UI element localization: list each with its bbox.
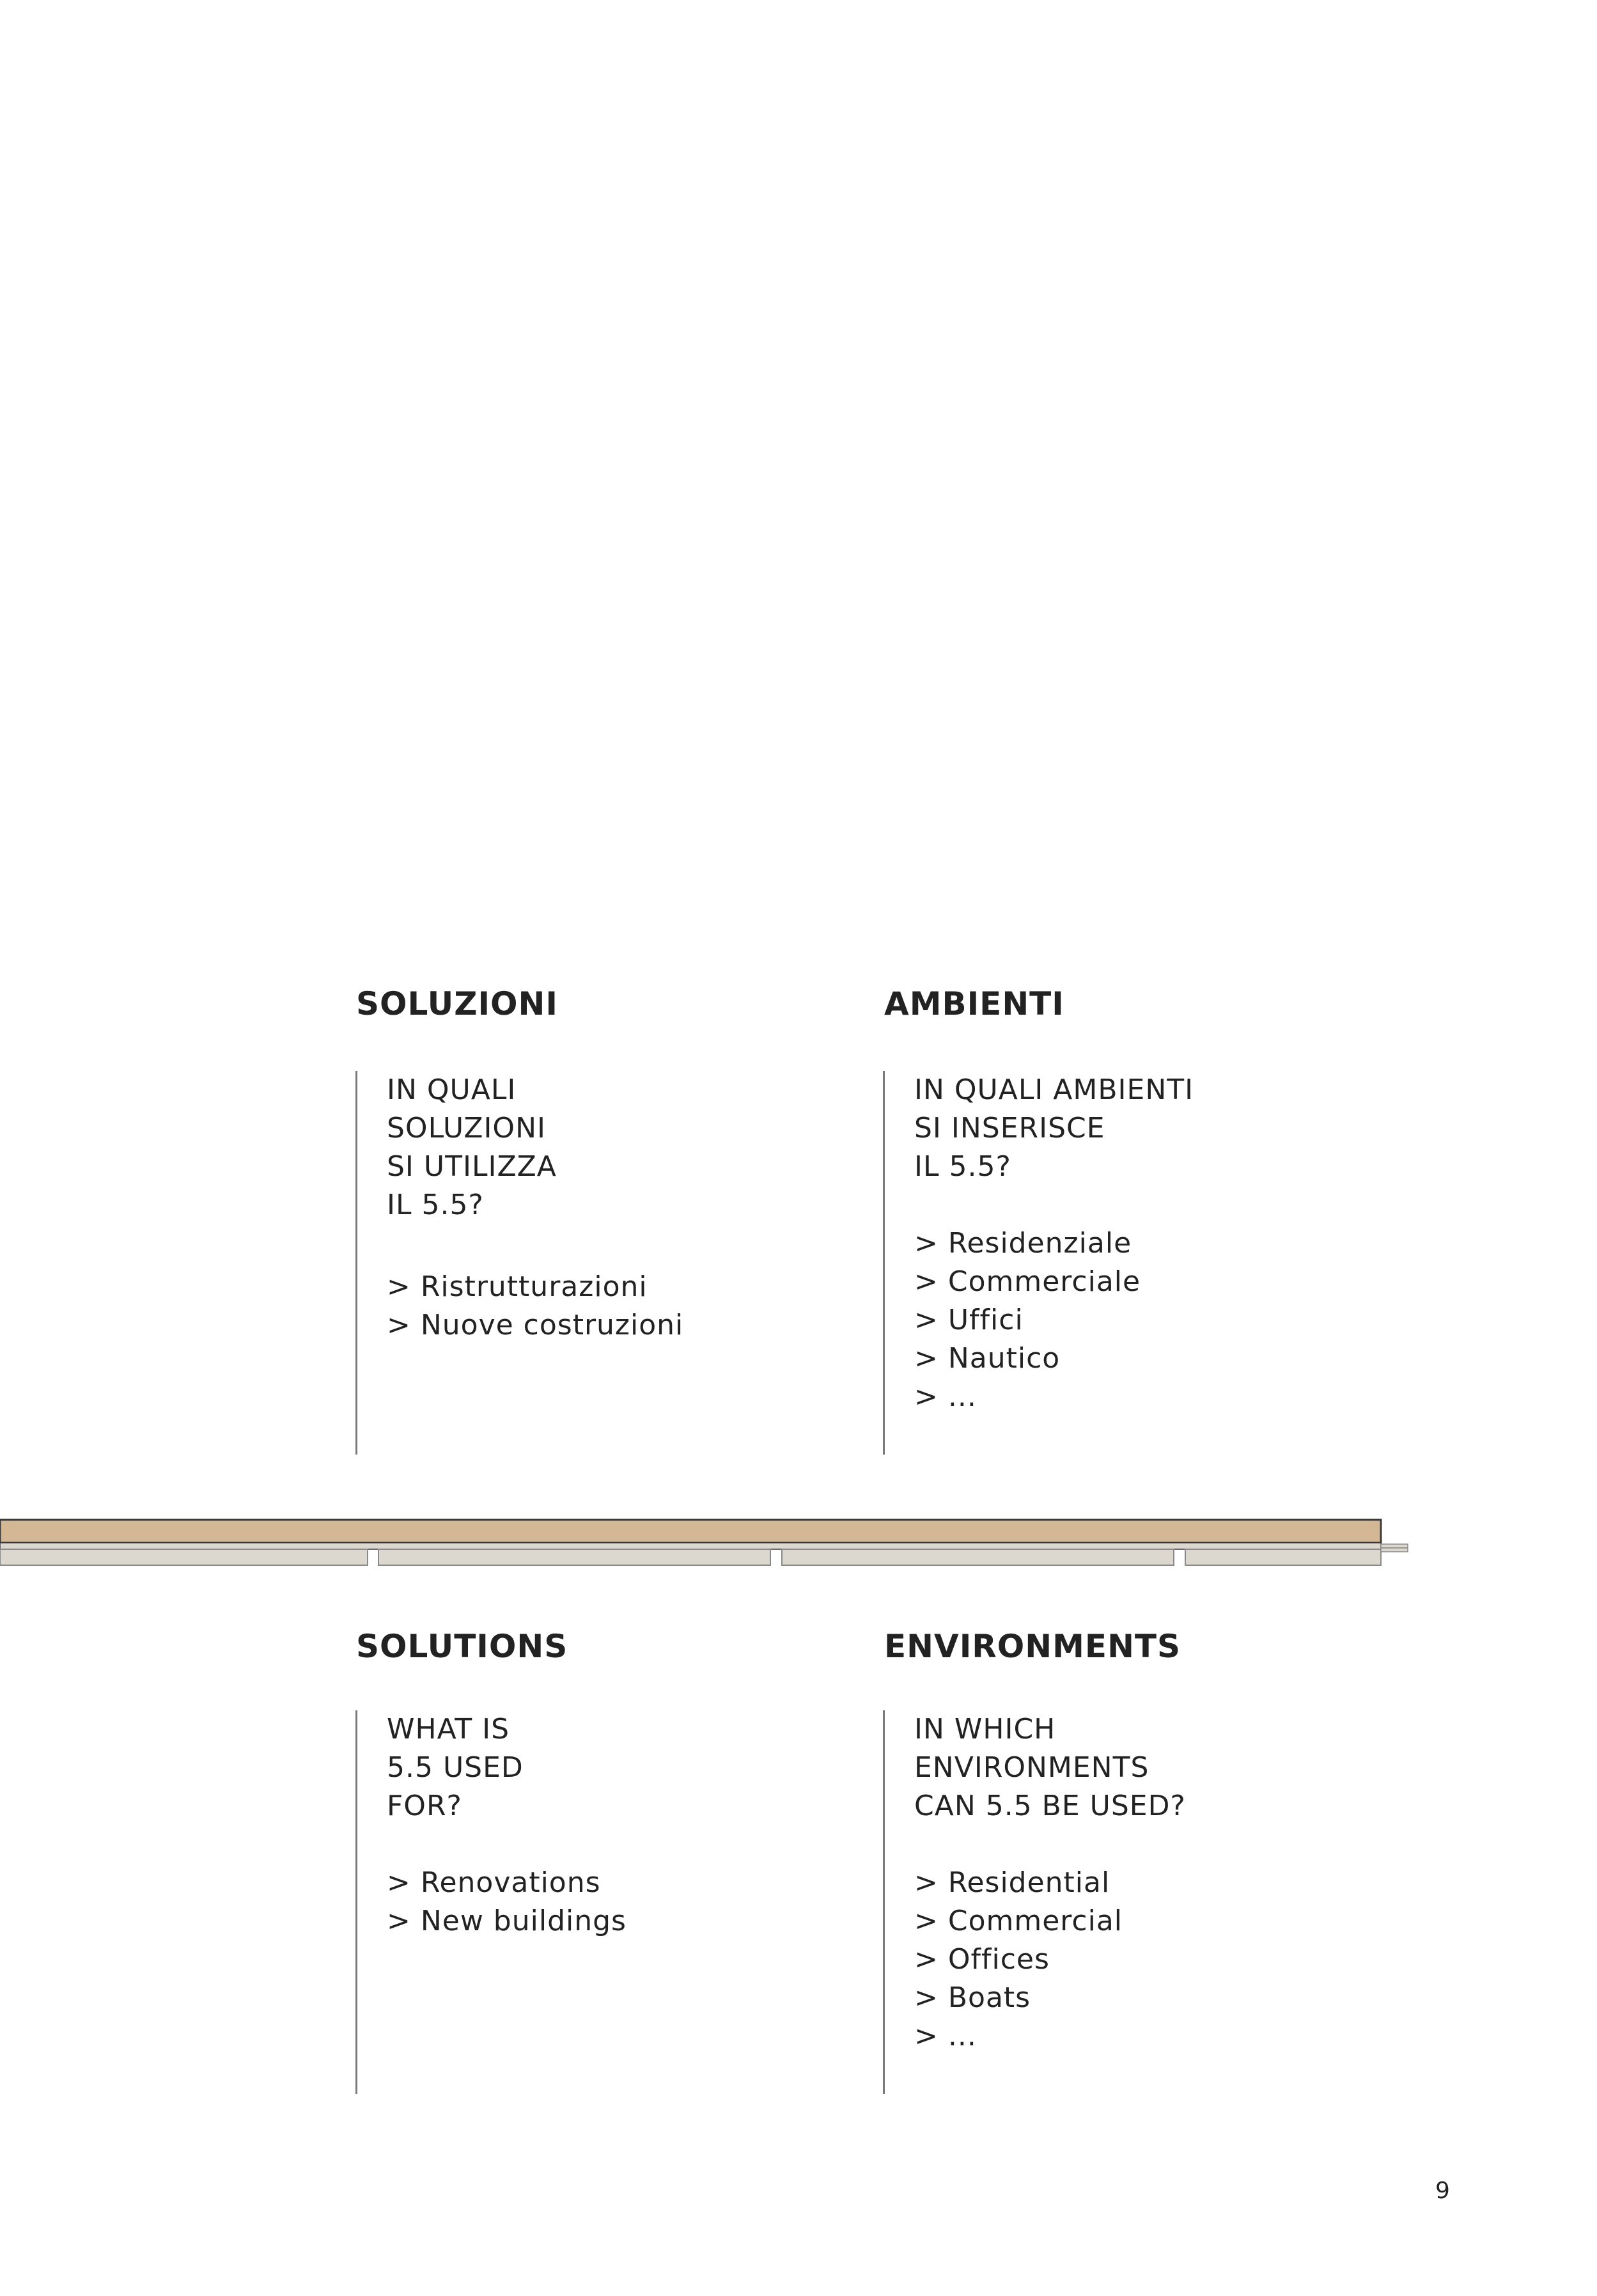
list-item: > Boats — [914, 1981, 1031, 2014]
list-item: > Renovations — [387, 1866, 601, 1899]
environments-block — [883, 1710, 1394, 2094]
heading-environments: ENVIRONMENTS — [884, 1628, 1181, 1665]
list-item: > Offices — [914, 1943, 1050, 1976]
floor-plank-illustration — [0, 1519, 1419, 1570]
list-item: > Ristrutturazioni — [387, 1270, 648, 1303]
list-item: > ... — [914, 1380, 977, 1413]
list-item: > Residenziale — [914, 1227, 1132, 1260]
list-item: > Residential — [914, 1866, 1110, 1899]
environments-list — [914, 1864, 1394, 2056]
page-number: 9 — [1435, 2178, 1450, 2204]
soluzioni-list — [387, 1268, 803, 1345]
ambienti-block — [883, 1071, 1394, 1455]
solutions-block — [355, 1710, 803, 2094]
soluzioni-question: IN QUALI SOLUZIONI SI UTILIZZA IL 5.5? — [387, 1074, 557, 1221]
soluzioni-block — [355, 1071, 803, 1455]
list-item: > ... — [914, 2020, 977, 2052]
heading-solutions: SOLUTIONS — [356, 1628, 568, 1665]
list-item: > Nuove costruzioni — [387, 1309, 684, 1341]
list-item: > Commercial — [914, 1905, 1123, 1937]
solutions-question: WHAT IS 5.5 USED FOR? — [387, 1713, 524, 1822]
list-item: > New buildings — [387, 1905, 627, 1937]
heading-ambienti: AMBIENTI — [884, 985, 1064, 1022]
ambienti-list — [914, 1224, 1394, 1416]
ambienti-question: IN QUALI AMBIENTI SI INSERISCE IL 5.5? — [914, 1074, 1194, 1183]
environments-question: IN WHICH ENVIRONMENTS CAN 5.5 BE USED? — [914, 1713, 1186, 1822]
heading-soluzioni: SOLUZIONI — [356, 985, 559, 1022]
solutions-list — [387, 1864, 803, 1941]
list-item: > Uffici — [914, 1304, 1024, 1336]
list-item: > Nautico — [914, 1342, 1061, 1375]
list-item: > Commerciale — [914, 1265, 1141, 1298]
